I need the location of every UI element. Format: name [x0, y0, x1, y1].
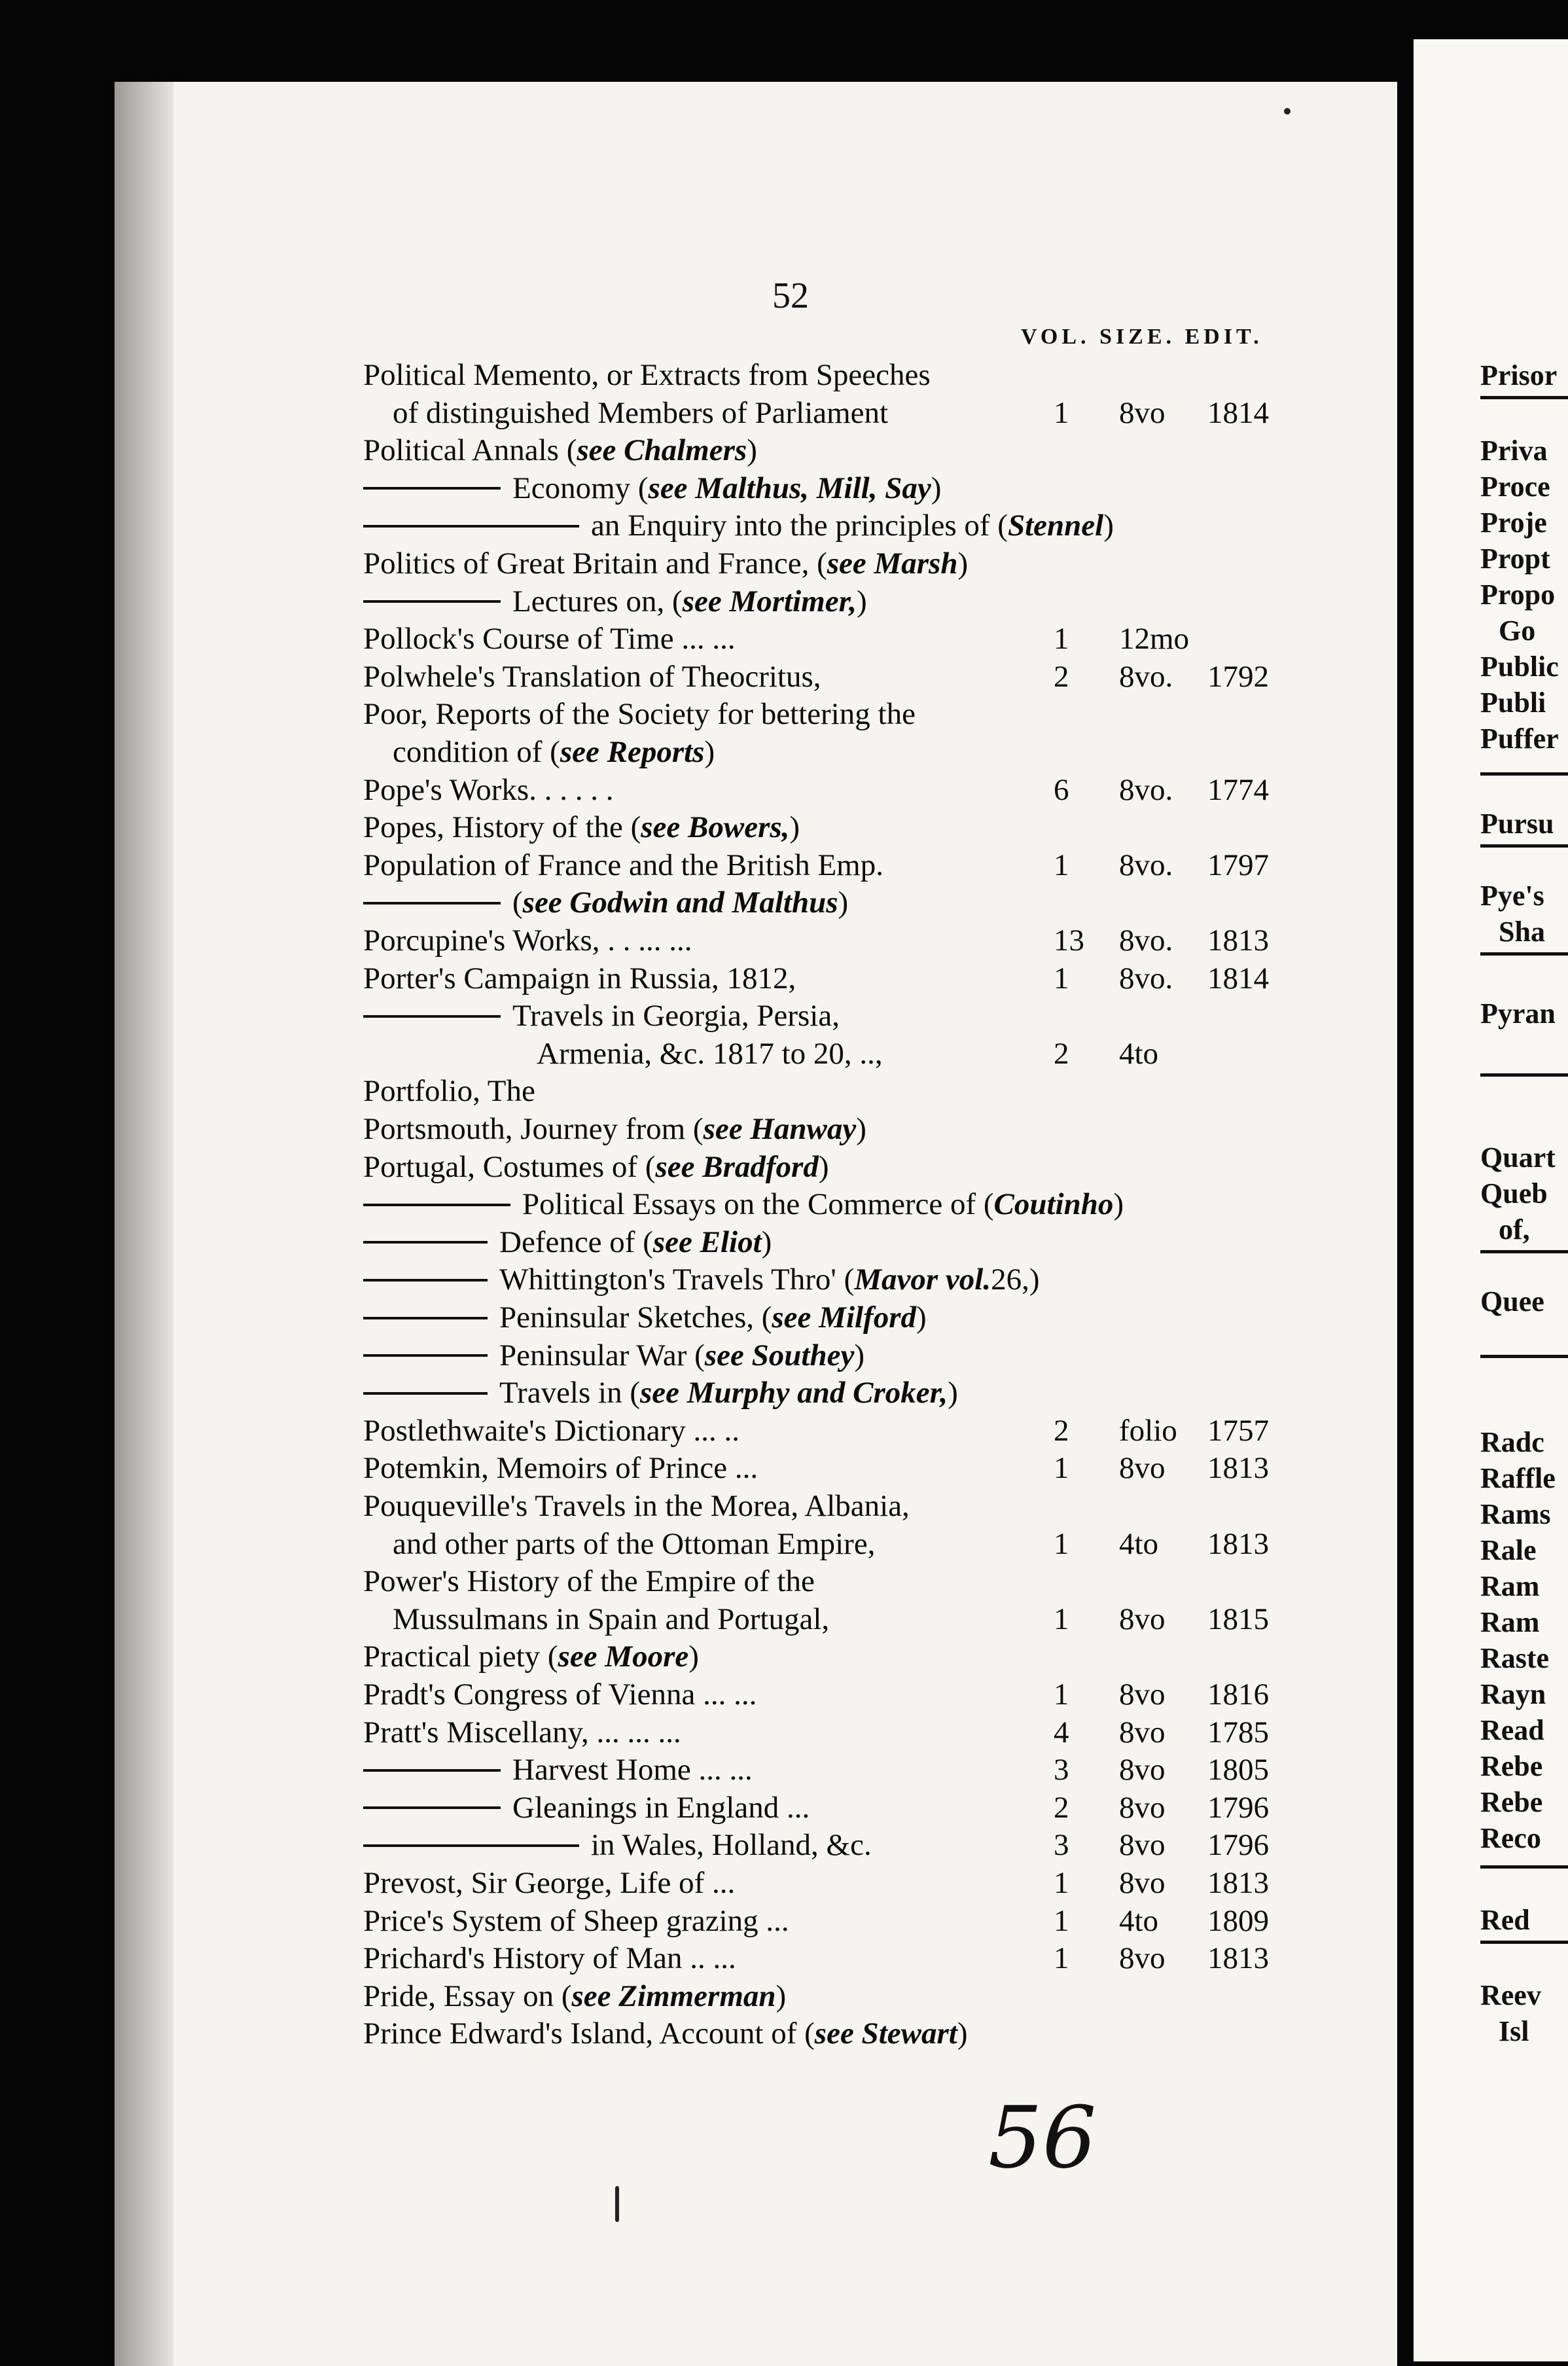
catalogue-entry: [393, 1601, 829, 1638]
entry-size: 12mo: [1119, 622, 1190, 656]
handwritten-folio-number: 56: [988, 2088, 1097, 2187]
catalogue-entry: [363, 1751, 753, 1789]
entry-title: Practical piety (: [363, 1640, 558, 1674]
catalogue-entry: [363, 884, 848, 922]
entry-edit: 1813: [1207, 923, 1269, 958]
facing-page-line: Radc: [1480, 1426, 1544, 1458]
entry-vol: 6: [1054, 772, 1069, 807]
entry-title: Pouqueville's Travels in the Morea, Albania,: [363, 1489, 910, 1523]
catalogue-entry: [363, 470, 941, 507]
ditto-dash: [363, 600, 501, 603]
entry-size: 4to: [1119, 1036, 1159, 1071]
catalogue-entry: [363, 809, 800, 846]
entry-edit: 1813: [1207, 1941, 1269, 1976]
entry-title: Pratt's Miscellany, ... ... ...: [363, 1715, 681, 1749]
entry-vol: 1: [1054, 1526, 1069, 1561]
entry-edit: 1785: [1207, 1715, 1269, 1749]
entry-size: 8vo: [1119, 1866, 1166, 1900]
closing-paren: ): [854, 1338, 864, 1372]
closing-paren: ): [957, 547, 969, 581]
catalogue-entry: [363, 432, 757, 469]
facing-page-line: Go: [1499, 615, 1536, 647]
facing-page-line: Rayn: [1480, 1678, 1546, 1710]
catalogue-entry: [363, 1488, 910, 1525]
catalogue-entry: [363, 507, 1114, 545]
catalogue-entry: [363, 357, 931, 394]
entry-title: an Enquiry into the principles of (: [591, 509, 1008, 543]
entry-title: Armenia, &c. 1817 to 20, ..,: [537, 1036, 883, 1071]
entry-vol: 1: [1054, 1677, 1069, 1712]
ink-mark: [615, 2186, 619, 2222]
cross-reference: see Murphy and Croker,: [640, 1376, 948, 1410]
catalogue-entry: [393, 734, 715, 771]
entry-vol: 13: [1054, 923, 1084, 958]
entry-title: Travels in (: [499, 1376, 640, 1410]
catalogue-entry: [363, 1337, 864, 1374]
entry-title: Porcupine's Works, . . ... ...: [363, 923, 692, 958]
facing-rule: [1480, 1250, 1568, 1253]
catalogue-entry: [363, 1149, 829, 1186]
facing-rule: [1480, 1355, 1568, 1358]
catalogue-entry: [363, 1186, 1124, 1223]
cross-reference: Stennel: [1007, 509, 1104, 543]
catalogue-entry: [363, 1827, 872, 1864]
facing-page-line: Raffle: [1480, 1462, 1556, 1494]
facing-page-line: Rale: [1480, 1534, 1537, 1566]
facing-page-line: Quart: [1480, 1141, 1556, 1174]
cross-reference: see Godwin and Malthus: [522, 886, 838, 920]
facing-page-line: Pye's: [1480, 880, 1544, 912]
entry-title: Popes, History of the (: [363, 810, 641, 845]
closing-paren: ): [1103, 509, 1114, 543]
entry-title: condition of (: [393, 735, 560, 769]
facing-page-line: Rebe: [1480, 1750, 1543, 1782]
facing-page-line: Prisor: [1480, 359, 1558, 391]
page-number: 52: [772, 276, 809, 316]
entry-size: 8vo: [1119, 1790, 1166, 1825]
entry-title: Pradt's Congress of Vienna ... ...: [363, 1677, 757, 1712]
entry-title: Politics of Great Britain and France, (: [363, 547, 827, 581]
ink-speck: [1284, 108, 1291, 115]
entry-size: 8vo.: [1119, 848, 1173, 882]
entry-title: Postlethwaite's Dictionary ... ..: [363, 1413, 739, 1448]
closing-paren: ): [789, 810, 800, 845]
entry-size: 4to: [1119, 1903, 1159, 1938]
facing-page-line: Puffer: [1480, 723, 1559, 755]
entry-edit: 1813: [1207, 1526, 1269, 1561]
catalogue-entry: [363, 772, 613, 809]
facing-rule: [1480, 1941, 1568, 1944]
entry-title: Peninsular Sketches, (: [499, 1300, 772, 1335]
facing-page-line: Pyran: [1480, 997, 1556, 1030]
entry-vol: 1: [1054, 1866, 1069, 1900]
entry-vol: 1: [1054, 1903, 1069, 1938]
closing-paren: ): [761, 1225, 772, 1259]
entry-edit: 1796: [1207, 1790, 1269, 1825]
entry-vol: 1: [1054, 1451, 1069, 1486]
entry-title: Lectures on, (: [512, 584, 683, 618]
page-binding-shadow: [115, 82, 173, 2366]
facing-rule: [1480, 772, 1568, 776]
facing-page-line: Ram: [1480, 1570, 1540, 1602]
closing-paren: ): [688, 1640, 699, 1674]
ditto-dash: [363, 902, 501, 905]
closing-paren: ): [948, 1376, 958, 1410]
entry-title: and other parts of the Ottoman Empire,: [393, 1526, 876, 1561]
entry-edit: 1814: [1207, 395, 1269, 430]
catalogue-entry: [363, 1714, 681, 1751]
ditto-dash: [363, 1279, 488, 1282]
facing-page-line: Reco: [1480, 1822, 1541, 1854]
ditto-dash: [363, 487, 501, 490]
entry-title: Pollock's Course of Time ... ...: [363, 622, 736, 656]
entry-edit: 1813: [1207, 1866, 1269, 1900]
ditto-dash: [363, 1806, 501, 1809]
entry-vol: 1: [1054, 395, 1069, 430]
entry-size: 4to: [1119, 1526, 1159, 1561]
closing-paren: ): [818, 1149, 829, 1184]
entry-edit: 1796: [1207, 1828, 1269, 1863]
entry-title: Political Annals (: [363, 433, 577, 468]
facing-page-line: Public: [1480, 651, 1559, 683]
entry-size: 8vo.: [1119, 659, 1173, 694]
catalogue-entry: [363, 1261, 1040, 1299]
cross-reference: see Southey: [704, 1338, 855, 1372]
entry-vol: 1: [1054, 1602, 1069, 1636]
facing-rule: [1480, 952, 1568, 956]
closing-paren: ): [1113, 1187, 1124, 1222]
entry-title: in Wales, Holland, &c.: [591, 1828, 872, 1863]
closing-paren: ): [916, 1300, 927, 1335]
page-gutter: [1397, 65, 1414, 2361]
catalogue-entry: [363, 922, 692, 959]
catalogue-entry: [363, 696, 916, 733]
ditto-dash: [363, 1015, 501, 1018]
catalogue-entry: [363, 1299, 927, 1336]
entry-title: Polwhele's Translation of Theocritus,: [363, 659, 821, 694]
cross-reference: Coutinho: [993, 1187, 1114, 1222]
cross-reference: see Moore: [558, 1640, 689, 1674]
facing-page-line: Quee: [1480, 1285, 1544, 1317]
ditto-dash: [363, 1769, 501, 1772]
ditto-dash: [363, 525, 579, 528]
facing-page-line: Publi: [1480, 687, 1546, 719]
entry-size: 8vo: [1119, 1451, 1166, 1486]
ditto-dash: [363, 1317, 488, 1319]
entry-size: folio: [1119, 1413, 1177, 1448]
entry-size: 8vo.: [1119, 961, 1173, 995]
cross-reference: see Mortimer,: [682, 584, 857, 618]
ditto-dash: [363, 1392, 488, 1395]
cross-reference: see Bradford: [655, 1149, 819, 1184]
entry-edit: 1792: [1207, 659, 1269, 694]
cross-reference: see Hanway: [703, 1112, 857, 1146]
cross-reference: Mavor vol.: [854, 1263, 991, 1297]
catalogue-entry: [363, 2015, 967, 2052]
cross-reference: see Eliot: [652, 1225, 762, 1259]
entry-title: Portfolio, The: [363, 1074, 535, 1109]
ditto-dash: [363, 1241, 488, 1244]
facing-page-line: Propo: [1480, 579, 1556, 611]
entry-vol: 2: [1054, 1413, 1069, 1448]
facing-page-line: Red: [1480, 1904, 1530, 1936]
entry-vol: 2: [1054, 1790, 1069, 1825]
entry-title: Travels in Georgia, Persia,: [512, 999, 840, 1033]
cross-reference: see Reports: [560, 735, 705, 769]
facing-page-line: Read: [1480, 1714, 1544, 1746]
entry-size: 8vo: [1119, 1677, 1166, 1712]
closing-paren: ): [775, 1979, 787, 2013]
cross-reference: see Stewart: [814, 2016, 957, 2051]
entry-size: 8vo.: [1119, 923, 1173, 958]
catalogue-entry: [363, 1374, 958, 1412]
catalogue-entry: [363, 847, 883, 884]
facing-page-line: Propt: [1480, 543, 1550, 575]
column-header: VOL. SIZE. EDIT.: [1021, 325, 1263, 349]
entry-edit: 1805: [1207, 1753, 1269, 1787]
catalogue-entry: [363, 1073, 535, 1110]
ditto-dash: [363, 1354, 488, 1357]
cross-reference: see Chalmers: [577, 433, 747, 468]
closing-paren: ): [838, 886, 849, 920]
entry-title: Power's History of the Empire of the: [363, 1564, 815, 1599]
catalogue-entry: [363, 545, 968, 583]
catalogue-entry: [363, 1940, 736, 1977]
facing-page-line: Queb: [1480, 1177, 1548, 1210]
facing-page-line: Reev: [1480, 1979, 1541, 2011]
catalogue-entry: [537, 1035, 883, 1073]
entry-edit: 1814: [1207, 961, 1269, 995]
entry-edit: 1813: [1207, 1451, 1269, 1486]
entry-title: Portsmouth, Journey from (: [363, 1112, 704, 1146]
entry-title: (: [512, 886, 523, 920]
catalogue-entry: [363, 1903, 789, 1940]
cross-reference: see Milford: [772, 1300, 917, 1335]
entry-title: Population of France and the British Emp.: [363, 848, 883, 882]
entry-size: 8vo: [1119, 1828, 1166, 1863]
catalogue-entry: [363, 658, 821, 696]
entry-edit: 1774: [1207, 772, 1269, 807]
cross-reference: see Malthus, Mill, Say: [648, 471, 931, 505]
catalogue-entry: [363, 960, 796, 997]
facing-page-line: Ram: [1480, 1606, 1540, 1638]
catalogue-entry: [363, 620, 736, 658]
entry-title: of distinguished Members of Parliament: [393, 395, 889, 430]
entry-vol: 1: [1054, 961, 1069, 995]
facing-page-line: Proce: [1480, 471, 1550, 503]
entry-title: Political Memento, or Extracts from Speeches: [363, 358, 931, 392]
entry-title: Economy (: [512, 471, 649, 505]
facing-rule: [1480, 844, 1568, 848]
entry-vol: 2: [1054, 1036, 1069, 1071]
catalogue-entry: [393, 1526, 875, 1563]
catalogue-entry: [363, 1412, 739, 1450]
entry-edit: 1816: [1207, 1677, 1269, 1712]
entry-title: Prince Edward's Island, Account of (: [363, 2016, 815, 2051]
entry-vol: 1: [1054, 1941, 1069, 1976]
cross-reference: see Marsh: [827, 547, 958, 581]
entry-size: 8vo: [1119, 1941, 1166, 1976]
entry-size: 8vo: [1119, 1602, 1166, 1636]
cross-reference: see Zimmerman: [571, 1979, 776, 2013]
facing-page-line: Pursu: [1480, 808, 1554, 840]
catalogue-entry: [363, 583, 867, 620]
entry-title: Pope's Works. . . . . .: [363, 772, 614, 807]
entry-title: Porter's Campaign in Russia, 1812,: [363, 961, 796, 995]
facing-page-line: of,: [1499, 1213, 1530, 1246]
entry-vol: 1: [1054, 622, 1069, 656]
catalogue-entry: [363, 1111, 866, 1148]
entry-title: Defence of (: [499, 1225, 653, 1259]
entry-title: Prevost, Sir George, Life of ...: [363, 1866, 736, 1900]
entry-title: Harvest Home ... ...: [512, 1753, 753, 1787]
entry-edit: 1815: [1207, 1602, 1269, 1636]
closing-paren: ): [957, 2016, 968, 2051]
catalogue-entry: [363, 997, 840, 1035]
catalogue-entry: [363, 1450, 758, 1487]
catalogue-entry: [363, 1789, 810, 1827]
catalogue-entry: [363, 1978, 786, 2015]
ditto-dash: [363, 1204, 510, 1206]
facing-rule: [1480, 396, 1568, 399]
facing-rule: [1480, 1865, 1568, 1869]
entry-vol: 4: [1054, 1715, 1069, 1749]
entry-vol: 3: [1054, 1828, 1069, 1863]
entry-title: Mussulmans in Spain and Portugal,: [393, 1602, 830, 1636]
catalogue-entry: [363, 1638, 699, 1676]
catalogue-entry: [363, 1676, 757, 1713]
entry-title: Poor, Reports of the Society for bettering the: [363, 697, 916, 732]
facing-rule: [1480, 1073, 1568, 1077]
closing-paren: ): [931, 471, 942, 505]
cross-reference: see Bowers,: [641, 810, 790, 845]
entry-size: 8vo.: [1119, 772, 1173, 807]
entry-size: 8vo: [1119, 1753, 1166, 1787]
entry-title: Whittington's Travels Thro' (: [499, 1263, 855, 1297]
entry-title: Pride, Essay on (: [363, 1979, 572, 2013]
entry-vol: 2: [1054, 659, 1069, 694]
entry-edit: 1757: [1207, 1413, 1269, 1448]
catalogue-entry: [363, 1224, 772, 1261]
facing-page-line: Isl: [1499, 2015, 1529, 2047]
closing-paren: 26,): [991, 1263, 1040, 1297]
entry-edit: 1797: [1207, 848, 1269, 882]
closing-paren: ): [747, 433, 757, 468]
closing-paren: ): [857, 584, 867, 618]
catalogue-entry: [363, 1563, 815, 1600]
entry-vol: 3: [1054, 1753, 1069, 1787]
closing-paren: ): [704, 735, 715, 769]
entry-edit: 1809: [1207, 1903, 1269, 1938]
ditto-dash: [363, 1844, 579, 1847]
entry-title: Peninsular War (: [499, 1338, 705, 1372]
entry-title: Portugal, Costumes of (: [363, 1149, 656, 1184]
closing-paren: ): [856, 1112, 866, 1146]
entry-size: 8vo: [1119, 395, 1166, 430]
facing-page-line: Proje: [1480, 507, 1547, 539]
entry-title: Potemkin, Memoirs of Prince ...: [363, 1451, 758, 1486]
facing-page-line: Priva: [1480, 435, 1548, 467]
entry-size: 8vo: [1119, 1715, 1166, 1749]
catalogue-entry: [363, 1865, 735, 1902]
entry-vol: 1: [1054, 848, 1069, 882]
facing-page-line: Raste: [1480, 1642, 1550, 1674]
facing-page-line: Rebe: [1480, 1786, 1543, 1818]
entry-title: Gleanings in England ...: [512, 1790, 810, 1825]
facing-page-line: Sha: [1499, 916, 1545, 948]
entry-title: Political Essays on the Commerce of (: [522, 1187, 994, 1222]
facing-page-line: Rams: [1480, 1498, 1551, 1530]
entry-title: Prichard's History of Man .. ...: [363, 1941, 736, 1976]
entry-title: Price's System of Sheep grazing ...: [363, 1903, 789, 1938]
catalogue-entry: [393, 395, 888, 432]
